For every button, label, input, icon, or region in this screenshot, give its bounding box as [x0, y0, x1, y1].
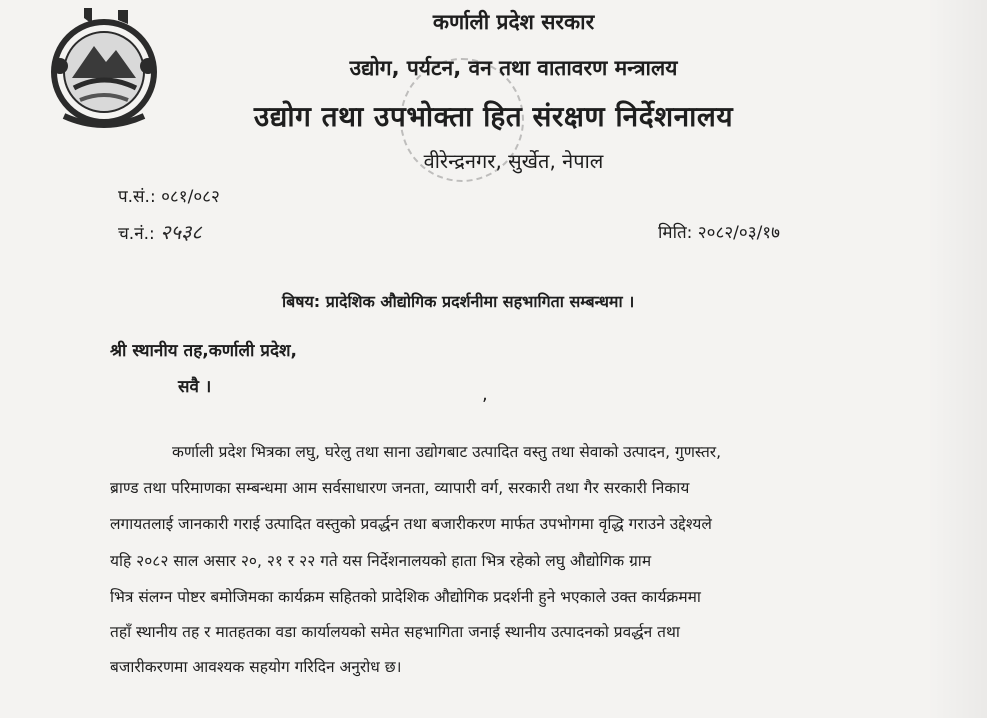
- body-line: यहि २०८२ साल असार २०, २१ र २२ गते यस निर्देशनालयको हाता भित्र रहेको लघु औद्योगिक ग्राम: [110, 552, 652, 570]
- body-line: लगायतलाई जानकारी गराई उत्पादित वस्तुको प्रवर्द्धन तथा बजारीकरण मार्फत उपभोगमा वृद्धि गराउने उद्देश्यले: [110, 515, 712, 533]
- date-value: २०८२/०३/१७: [697, 223, 780, 243]
- body-line: तहाँ स्थानीय तह र मातहतका वडा कार्यालयको समेत सहभागिता जनाई स्थानीय उत्पादनको प्रवर्द्धन तथा: [110, 623, 680, 641]
- letter-subject: बिषय: प्रादेशिक औद्योगिक प्रदर्शनीमा सहभागिता सम्बन्धमा ।: [282, 292, 635, 311]
- header-government: कर्णाली प्रदेश सरकार: [432, 10, 595, 34]
- body-line: भित्र संलग्न पोष्टर बमोजिमका कार्यक्रम सहितको प्रादेशिक औद्योगिक प्रदर्शनी हुने भएकाले उक्त कार्यक्रममा: [110, 588, 701, 606]
- recipient-line-2: सवै ।: [178, 377, 212, 397]
- date-label: मिति:: [658, 223, 693, 243]
- ps-value: ०८१/०८२: [161, 187, 220, 207]
- stray-mark: ,: [482, 384, 488, 405]
- header-address: वीरेन्द्रनगर, सुर्खेत, नेपाल: [423, 149, 604, 173]
- header-directorate: उद्योग तथा उपभोक्ता हित संरक्षण निर्देशनालय: [253, 100, 734, 133]
- cn-label: च.नं.:: [118, 224, 155, 244]
- letter-date: [658, 220, 780, 243]
- body-line: ब्राण्ड तथा परिमाणका सम्बन्धमा आम सर्वसाधारण जनता, व्यापारी वर्ग, सरकारी तथा गैर सरकारी निकाय: [110, 479, 690, 497]
- ps-label: प.सं.:: [118, 187, 156, 207]
- header-ministry: उद्योग, पर्यटन, वन तथा वातावरण मन्त्रालय: [349, 56, 678, 80]
- recipient-line-1: श्री स्थानीय तह,कर्णाली प्रदेश,: [110, 341, 298, 361]
- cn-value: २५३८: [160, 220, 202, 244]
- body-line: बजारीकरणमा आवश्यक सहयोग गरिदिन अनुरोध छ।: [110, 658, 402, 676]
- nepal-emblem-icon: [44, 6, 164, 134]
- body-line: कर्णाली प्रदेश भित्रका लघु, घरेलु तथा साना उद्योगबाट उत्पादित वस्तु तथा सेवाको उत्पादन, गुणस्तर,: [172, 443, 722, 461]
- reference-ps: [118, 184, 220, 207]
- reference-cn: [118, 218, 202, 245]
- page-edge-shadow: [927, 0, 987, 718]
